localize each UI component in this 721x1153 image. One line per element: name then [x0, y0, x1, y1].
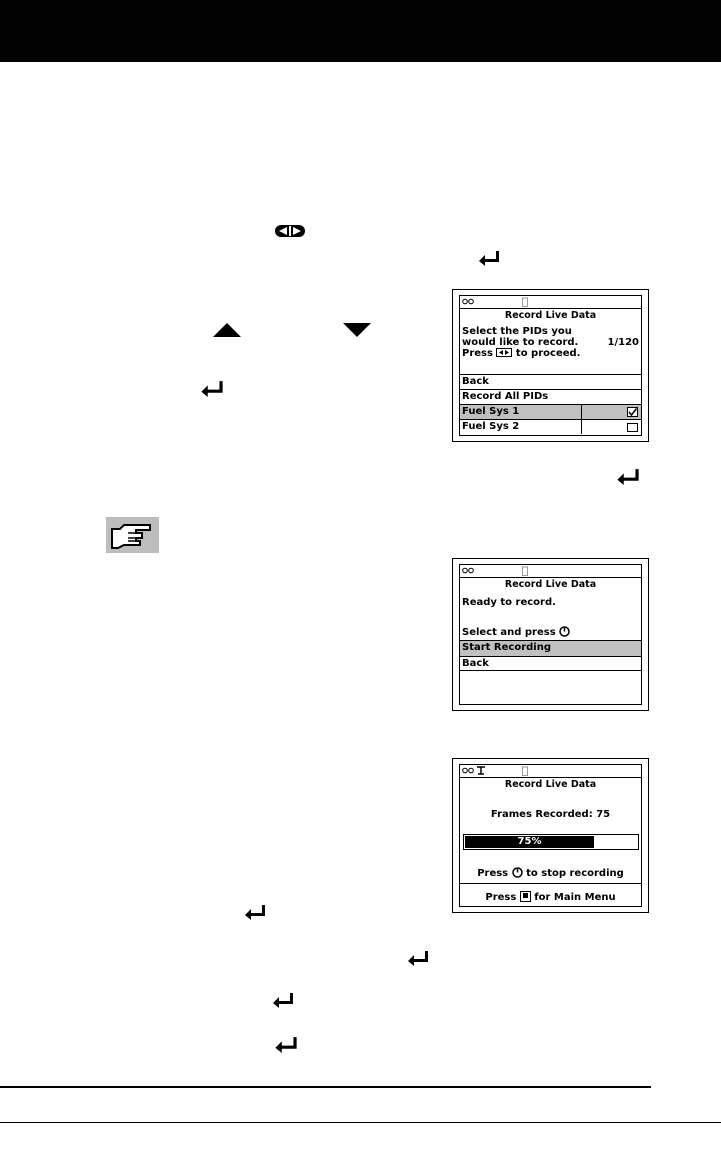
instruction-line-3: [462, 348, 580, 359]
device-screen-recording-progress: [452, 758, 649, 913]
page-header-bar: [0, 0, 721, 62]
power-key-icon: [559, 626, 570, 637]
battery-icon: [522, 766, 528, 776]
up-arrow-icon: [212, 322, 242, 338]
menu-item-fuel-sys-2[interactable]: [460, 419, 641, 434]
left-right-key-icon: [274, 224, 306, 238]
footer-rule: [0, 1086, 651, 1088]
divider: [460, 883, 641, 884]
main-menu-text: [460, 891, 641, 903]
pid-counter: 1/120: [607, 337, 639, 348]
screen-frame: [459, 564, 642, 705]
menu-item-fuel-sys-1[interactable]: [460, 404, 641, 419]
progress-bar: [463, 834, 639, 850]
status-bar: [460, 565, 641, 576]
down-arrow-icon: [342, 322, 372, 338]
enter-key-icon: [407, 950, 429, 966]
instruction-press: Press: [462, 348, 493, 359]
enter-key-icon: [478, 250, 500, 266]
instruction-proceed: to proceed.: [515, 348, 581, 359]
main-menu-label: for Main Menu: [534, 892, 616, 903]
menu-key-icon: [520, 891, 531, 902]
status-bar: [460, 765, 641, 776]
enter-key-icon: [244, 904, 266, 920]
screen-frame: [459, 295, 642, 436]
checkbox-icon[interactable]: [627, 423, 638, 432]
link-icon: [462, 567, 474, 574]
power-key-icon: [512, 867, 523, 878]
select-press-label: Select and press: [462, 627, 556, 638]
device-screen-record-pids: [452, 289, 649, 442]
checkbox-icon[interactable]: [627, 407, 638, 417]
page-bottom-rule: [0, 1122, 721, 1123]
screen-title: Record Live Data: [460, 777, 641, 792]
ready-text: Ready to record.: [462, 597, 556, 608]
device-screen-ready-to-record: [452, 558, 649, 711]
stop-press-label: Press: [477, 868, 509, 879]
instruction-line-1: Select the PIDs you: [462, 326, 572, 337]
enter-key-icon: [200, 380, 224, 397]
screen-title: Record Live Data: [460, 308, 641, 323]
screen-title: Record Live Data: [460, 577, 641, 592]
link-icon: [462, 767, 474, 774]
battery-icon: [522, 297, 528, 307]
recording-icon: [476, 766, 486, 775]
pointing-hand-note-icon: [106, 517, 159, 553]
frames-recorded: Frames Recorded: 75: [490, 809, 611, 820]
enter-key-icon: [274, 1036, 298, 1053]
stop-recording-text: [460, 867, 641, 879]
pid-column-divider: [581, 420, 582, 434]
progress-label: 75%: [517, 836, 542, 847]
status-bar: [460, 296, 641, 307]
menu-item-back[interactable]: Back: [460, 656, 641, 671]
pid-column-divider: [581, 405, 582, 419]
select-and-press-text: [462, 626, 570, 638]
link-icon: [462, 298, 474, 305]
screen-frame: [459, 764, 642, 907]
menu-item-start-recording[interactable]: Start Recording: [460, 640, 641, 656]
main-press-label: Press: [485, 892, 517, 903]
menu-item-back[interactable]: Back: [460, 374, 641, 389]
battery-icon: [522, 566, 528, 576]
pid-label: Fuel Sys 2: [462, 421, 520, 432]
enter-key-icon: [272, 992, 294, 1008]
left-right-key-icon: [496, 348, 512, 357]
stop-recording-label: to stop recording: [526, 868, 624, 879]
pid-label: Fuel Sys 1: [462, 406, 520, 417]
menu-item-record-all-pids[interactable]: Record All PIDs: [460, 389, 641, 404]
instruction-line-2: would like to record.: [462, 337, 579, 348]
enter-key-icon: [616, 468, 640, 485]
